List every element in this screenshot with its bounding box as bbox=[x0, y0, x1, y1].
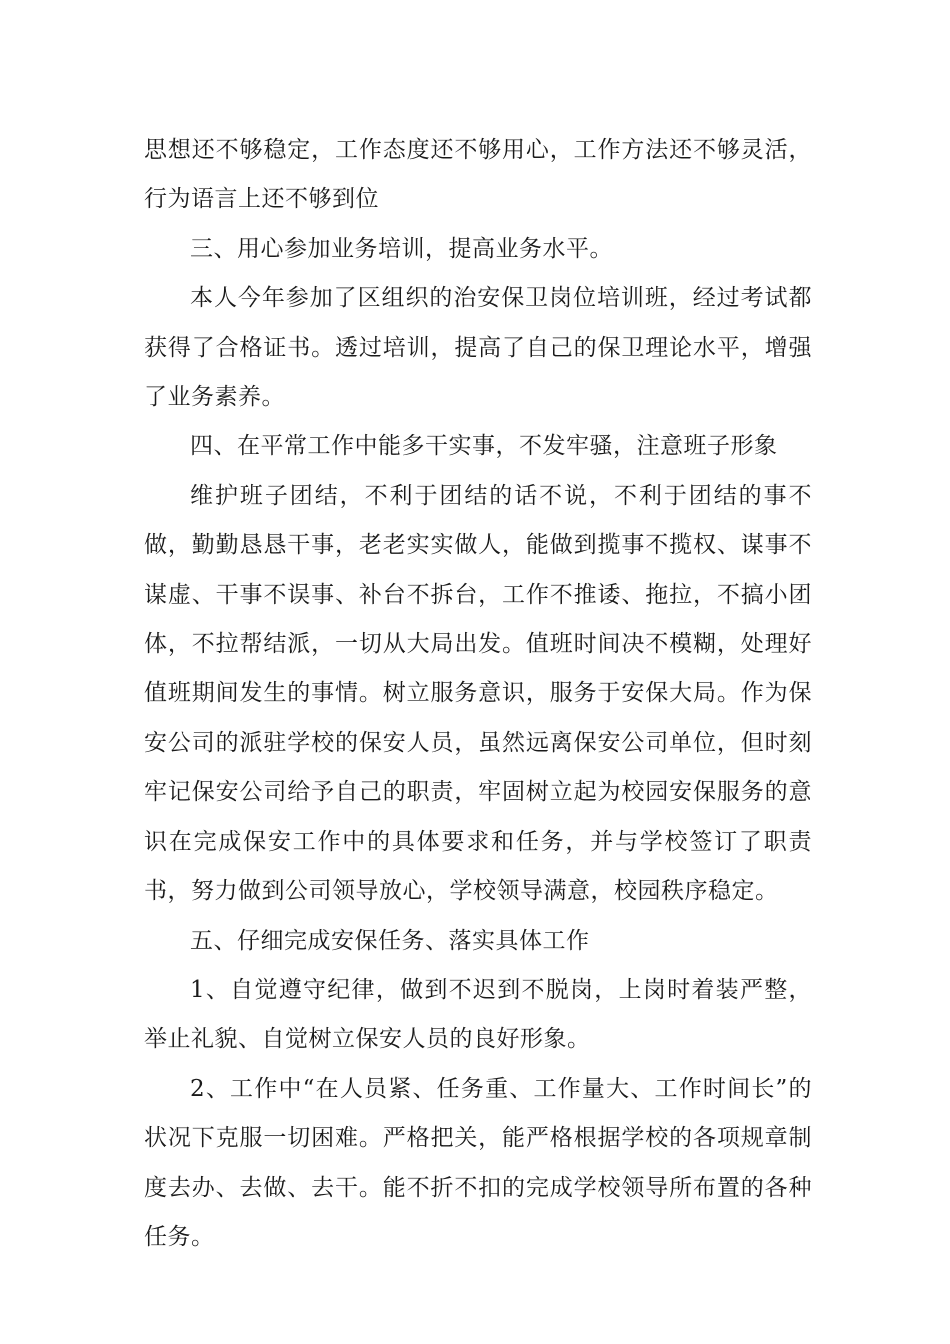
paragraph-continuation: 思想还不够稳定，工作态度还不够用心，工作方法还不够灵活，行为语言上还不够到位 bbox=[144, 137, 812, 213]
list-item-1: 1、自觉遵守纪律，做到不迟到不脱岗，上岗时着装严整，举止礼貌、自觉树立保安人员的良好形象。 bbox=[144, 976, 812, 1053]
list-item-2: 2、工作中“在人员紧、任务重、工作量大、工作时间长”的状况下克服一切困难。严格把关，能严格根据学校的各项规章制度去办、去做、去干。能不折不扣的完成学校领导所布置的各种任务。 bbox=[144, 1075, 812, 1250]
section-heading-5: 五、仔细完成安保任务、落实具体工作 bbox=[190, 927, 590, 954]
paragraph-teamwork: 维护班子团结，不利于团结的话不说，不利于团结的事不做，勤勤恳恳干事，老老实实做人，能做到揽事不揽权、谋事不谋虚、干事不误事、补台不拆台，工作不推诿、拖拉，不搞小团体，不拉帮结派，一切从大局出发。值班时间决不模糊，处理好值班期间发生的事情。树立服务意识，服务于安保大局。作为保安公司的派驻学校的保安人员，虽然远离保安公司单位，但时刻牢记保安公司给予自己的职责，牢固树立起为校园安保服务的意识在完成保安工作中的具体要求和任务，并与学校签订了职责书，努力做到公司领导放心，学校领导满意，校园秩序稳定。 bbox=[144, 482, 812, 905]
section-heading-4: 四、在平常工作中能多干实事，不发牢骚，注意班子形象 bbox=[190, 433, 778, 460]
document-body bbox=[144, 126, 812, 1262]
paragraph-training: 本人今年参加了区组织的治安保卫岗位培训班，经过考试都获得了合格证书。透过培训，提高了自己的保卫理论水平，增强了业务素养。 bbox=[144, 285, 812, 411]
section-heading-3: 三、用心参加业务培训，提高业务水平。 bbox=[190, 235, 613, 262]
